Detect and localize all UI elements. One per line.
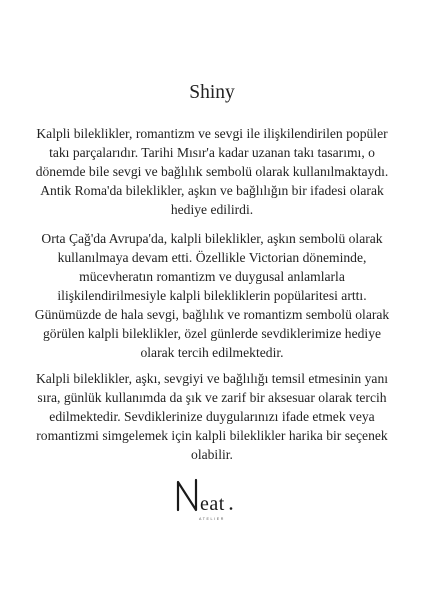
paragraph-line: hediye edilirdi.	[170, 202, 254, 217]
paragraph-middle-ages	[0, 229, 424, 362]
paragraph-line: Günümüzde de hala sevgi, bağlılık ve romantizm sembolü olarak	[34, 307, 390, 322]
paragraph-line: romantizmi simgelemek için kalpli bileklikler harika bir seçenek	[36, 428, 388, 443]
neat-atelier-logo	[172, 470, 252, 528]
paragraph-line: olabilir.	[191, 447, 233, 462]
paragraph-line: Kalpli bileklikler, romantizm ve sevgi ile ilişkilendirilen popüler	[36, 126, 388, 141]
paragraph-line: dönemde bile sevgi ve bağlılık sembolü olarak kullanılmaktaydı.	[35, 164, 389, 179]
paragraph-line: görülen kalpli bileklikler, özel günlerde sevdiklerimize hediye	[42, 326, 382, 341]
page-title: Shiny	[189, 82, 235, 103]
paragraph-line: edilmektedir. Sevdiklerinize duygularınızı ifade etmek veya	[49, 409, 375, 424]
paragraph-history-egypt-rome	[0, 124, 424, 219]
paragraph-line: takı parçalarıdır. Tarihi Mısır'a kadar uzanan takı tasarımı, o	[49, 145, 375, 160]
paragraph-line: Antik Roma'da bileklikler, aşkın ve bağlılığın bir ifadesi olarak	[40, 183, 384, 198]
paragraph-line: olarak tercih edilmektedir.	[140, 345, 284, 360]
paragraph-line: sıra, günlük kullanımda da şık ve zarif bir aksesuar olarak tercih	[37, 390, 387, 405]
paragraph-line: mücevheratın romantizm ve duygusal anlamlarla	[79, 269, 345, 284]
logo-tagline: ATELIER	[199, 517, 225, 521]
paragraph-line: Orta Çağ'da Avrupa'da, kalpli bileklikler, aşkın sembolü olarak	[41, 231, 383, 246]
logo-dot	[230, 507, 233, 510]
paragraph-line: ilişkilendirilmesiyle kalpli bilekliklerin popülaritesi arttı.	[57, 288, 367, 303]
paragraph-line: Kalpli bileklikler, aşkı, sevgiyi ve bağlılığı temsil etmesinin yanı	[35, 371, 389, 386]
paragraph-daily-use	[0, 369, 424, 464]
logo-n-glyph	[178, 480, 196, 510]
paragraph-line: kullanılmaya devam etti. Özellikle Victorian döneminde,	[57, 250, 367, 265]
logo-wordmark: eat	[200, 493, 225, 515]
